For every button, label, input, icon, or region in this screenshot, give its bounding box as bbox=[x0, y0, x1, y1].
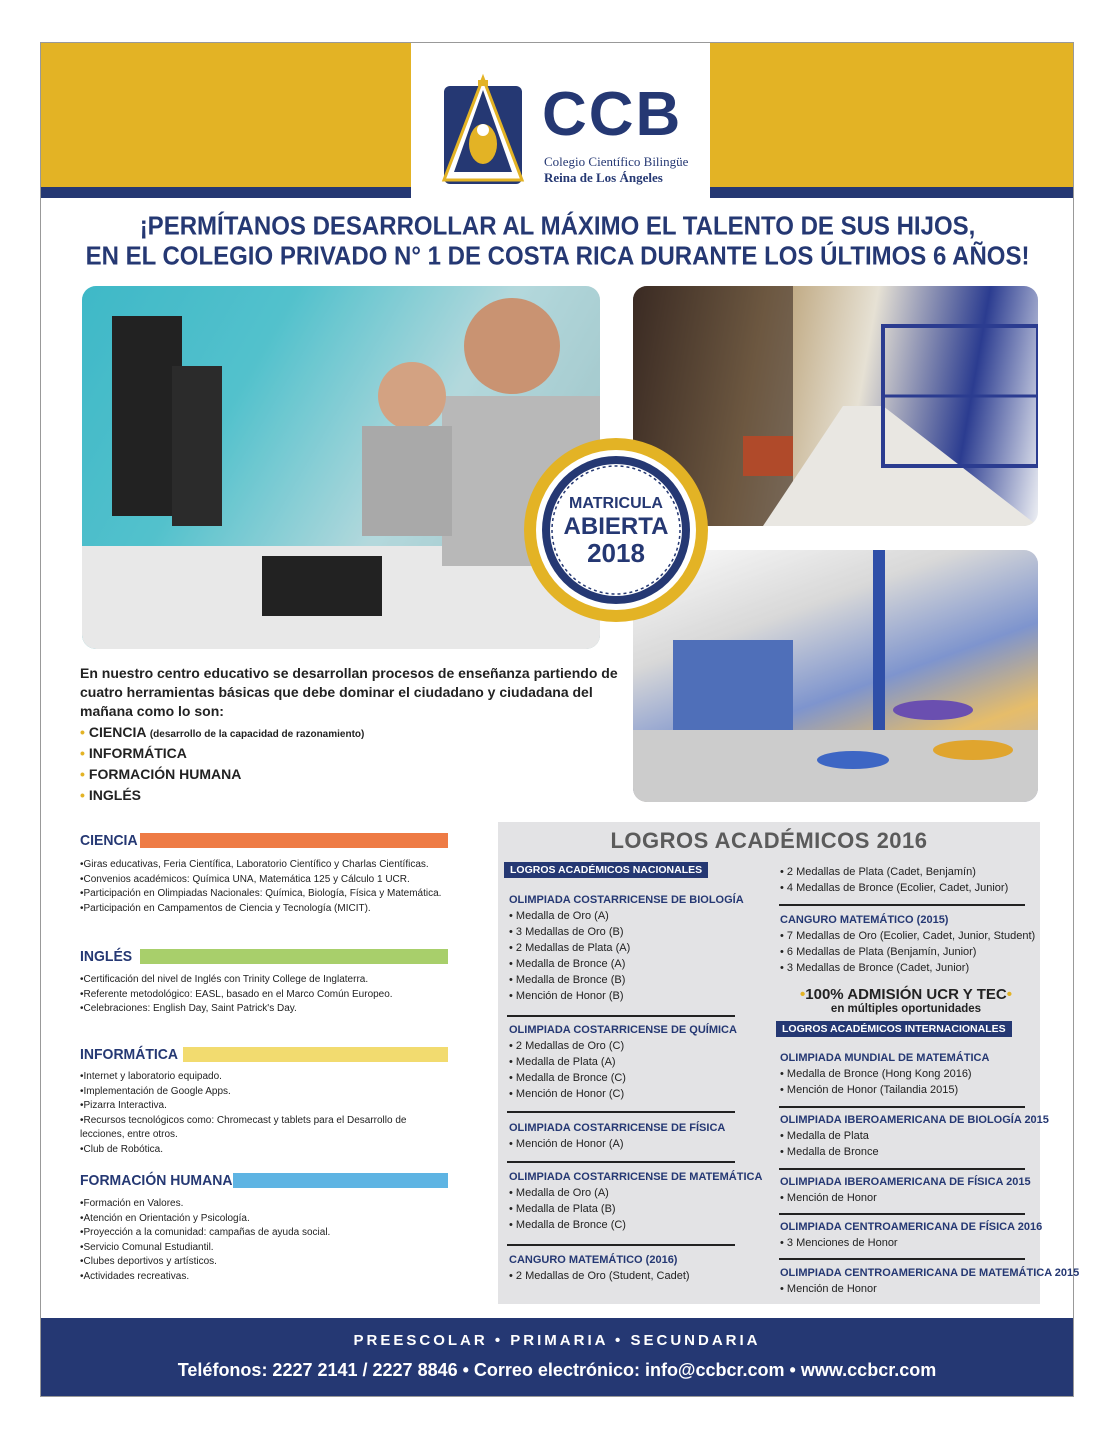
footer-contact: Teléfonos: 2227 2141 / 2227 8846 • Correo electrónico: info@ccbcr.com • www.ccbcr.com bbox=[177, 1360, 937, 1380]
tool-item-ciencia: • CIENCIA (desarrollo de la capacidad de razonamiento) bbox=[80, 724, 365, 740]
section-title-ingles: INGLÉS bbox=[80, 947, 133, 965]
logo-name-line2: Reina de Los Ángeles bbox=[544, 170, 663, 185]
list-item: • Mención de Honor bbox=[780, 1283, 877, 1295]
list-item: • Medalla de Plata bbox=[780, 1130, 869, 1142]
footer bbox=[41, 1318, 1073, 1396]
enrollment-seal bbox=[522, 436, 710, 624]
list-item: • 7 Medallas de Oro (Ecolier, Cadet, Junior, Student) bbox=[780, 930, 1036, 942]
olympiad-head: OLIMPIADA COSTARRICENSE DE MATEMÁTICA bbox=[509, 1171, 763, 1183]
list-item: • 3 Medallas de Bronce (Cadet, Junior) bbox=[780, 962, 970, 974]
list-item: • Medalla de Oro (A) bbox=[509, 910, 609, 922]
divider bbox=[779, 1168, 1025, 1170]
footer-levels: PREESCOLAR • PRIMARIA • SECUNDARIA bbox=[353, 1332, 761, 1349]
list-item: • 2 Medallas de Plata (A) bbox=[509, 942, 631, 954]
section-bar-ciencia bbox=[140, 833, 448, 848]
list-item: • 2 Medallas de Oro (Student, Cadet) bbox=[509, 1270, 690, 1282]
logros-title: LOGROS ACADÉMICOS 2016 bbox=[610, 828, 928, 853]
list-item: • Mención de Honor (A) bbox=[509, 1138, 624, 1150]
header-band-right bbox=[710, 43, 1073, 198]
divider bbox=[779, 904, 1025, 906]
tag-nacionales: LOGROS ACADÉMICOS NACIONALES bbox=[504, 862, 708, 878]
section-bar-ingles bbox=[140, 949, 448, 964]
section-bar-formacion bbox=[233, 1173, 448, 1188]
olympiad-head: CANGURO MATEMÁTICO (2016) bbox=[509, 1254, 678, 1266]
olympiad-head: OLIMPIADA IBEROAMERICANA DE BIOLOGÍA 2015 bbox=[780, 1114, 1049, 1126]
list-item: • Medalla de Plata (B) bbox=[509, 1203, 616, 1215]
list-item: • 2 Medallas de Plata (Cadet, Benjamín) bbox=[780, 866, 976, 878]
olympiad-head: OLIMPIADA COSTARRICENSE DE QUÍMICA bbox=[509, 1024, 737, 1036]
list-item: • Mención de Honor bbox=[780, 1192, 877, 1204]
divider bbox=[779, 1213, 1025, 1215]
header-stripe-left bbox=[41, 187, 411, 198]
logo-acronym: CCB bbox=[542, 80, 683, 149]
divider bbox=[779, 1106, 1025, 1108]
list-item: • Medalla de Bronce (B) bbox=[509, 974, 626, 986]
seal-line3: 2018 bbox=[587, 538, 645, 568]
list-item: • 4 Medallas de Bronce (Ecolier, Cadet, Junior) bbox=[780, 882, 1009, 894]
tool-item-ingles: • INGLÉS bbox=[80, 787, 142, 803]
olympiad-head: OLIMPIADA CENTROAMERICANA DE MATEMÁTICA 2015 bbox=[780, 1267, 1080, 1279]
list-item: • 3 Medallas de Oro (B) bbox=[509, 926, 624, 938]
admission-highlight: •100% ADMISIÓN UCR Y TEC• bbox=[800, 986, 1012, 1003]
list-item: • Medalla de Bronce (C) bbox=[509, 1219, 626, 1231]
seal-line1: MATRICULA bbox=[569, 495, 663, 512]
section-list-informatica: • Internet y laboratorio equipado. • Implementación de Google Apps. • Pizarra Interactiva. • Recursos tecnológicos como: Chromecast y tablets para el Desarrollo de lecciones, entre otros. • Club de Robótica. bbox=[80, 1070, 430, 1157]
section-title-formacion: FORMACIÓN HUMANA bbox=[80, 1171, 233, 1189]
tag-internacionales: LOGROS ACADÉMICOS INTERNACIONALES bbox=[776, 1021, 1012, 1037]
divider bbox=[779, 1258, 1025, 1260]
list-item: • 2 Medallas de Oro (C) bbox=[509, 1040, 625, 1052]
section-list-formacion: • Formación en Valores. • Atención en Orientación y Psicología. • Proyección a la comunidad: campañas de ayuda social. • Servicio Comunal Estudiantil. • Clubes deportivos y artísticos. • Actividades recreativas. bbox=[80, 1197, 330, 1284]
list-item: • 3 Menciones de Honor bbox=[780, 1237, 898, 1249]
crest-icon bbox=[440, 72, 526, 188]
tool-item-formacion: • FORMACIÓN HUMANA bbox=[80, 766, 242, 782]
headline-line2: EN EL COLEGIO PRIVADO N° 1 DE COSTA RICA DURANTE LOS ÚLTIMOS 6 AÑOS! bbox=[85, 242, 1030, 272]
list-item: • Medalla de Bronce (Hong Kong 2016) bbox=[780, 1068, 972, 1080]
header-band-left bbox=[41, 43, 411, 198]
section-list-ingles: • Certificación del nivel de Inglés con Trinity College de Inglaterra. • Referente metodológico: EASL, basado en el Marco Común Europeo. • Celebraciones: English Day, Saint Patrick's Day. bbox=[80, 973, 393, 1017]
list-item: • Mención de Honor (Tailandia 2015) bbox=[780, 1084, 959, 1096]
list-item: • Medalla de Oro (A) bbox=[509, 1187, 609, 1199]
school-logo bbox=[440, 72, 690, 192]
olympiad-head: OLIMPIADA MUNDIAL DE MATEMÁTICA bbox=[780, 1052, 990, 1064]
logo-name-line1: Colegio Científico Bilingüe bbox=[544, 154, 689, 169]
tool-item-informatica: • INFORMÁTICA bbox=[80, 745, 187, 761]
list-item: • Medalla de Bronce bbox=[780, 1146, 879, 1158]
bullet-icon: • bbox=[80, 766, 85, 782]
admission-subtitle: en múltiples oportunidades bbox=[830, 1003, 982, 1015]
header-stripe-right bbox=[710, 187, 1073, 198]
olympiad-head: CANGURO MATEMÁTICO (2015) bbox=[780, 914, 949, 926]
section-bar-informatica bbox=[183, 1047, 448, 1062]
headline bbox=[60, 212, 1055, 272]
list-item: • Mención de Honor (C) bbox=[509, 1088, 625, 1100]
list-item: • Medalla de Plata (A) bbox=[509, 1056, 616, 1068]
divider bbox=[507, 1161, 735, 1163]
bullet-icon: • bbox=[80, 745, 85, 761]
headline-line1: ¡PERMÍTANOS DESARROLLAR AL MÁXIMO EL TALENTO DE SUS HIJOS, bbox=[139, 211, 976, 241]
divider bbox=[507, 1015, 735, 1017]
list-item: • 6 Medallas de Plata (Benjamín, Junior) bbox=[780, 946, 977, 958]
divider bbox=[507, 1111, 735, 1113]
olympiad-head: OLIMPIADA COSTARRICENSE DE FÍSICA bbox=[509, 1122, 726, 1134]
divider bbox=[507, 1244, 735, 1246]
list-item: • Medalla de Bronce (A) bbox=[509, 958, 626, 970]
section-list-ciencia: • Giras educativas, Feria Científica, Laboratorio Científico y Charlas Científicas. • Convenios académicos: Química UNA, Matemática 125 y Cálculo 1 UCR. • Participación en Olimpiadas Nacionales: Química, Biología, Física y Matemática. • Participación en Campamentos de Ciencia y Tecnología (MICIT). bbox=[80, 858, 441, 916]
olympiad-head: OLIMPIADA CENTROAMERICANA DE FÍSICA 2016 bbox=[780, 1221, 1043, 1233]
bullet-icon: • bbox=[80, 724, 85, 740]
list-item: • Medalla de Bronce (C) bbox=[509, 1072, 626, 1084]
seal-line2: ABIERTA bbox=[563, 513, 669, 540]
section-title-informatica: INFORMÁTICA bbox=[80, 1045, 178, 1063]
olympiad-head: OLIMPIADA COSTARRICENSE DE BIOLOGÍA bbox=[509, 894, 744, 906]
olympiad-head: OLIMPIADA IBEROAMERICANA DE FÍSICA 2015 bbox=[780, 1176, 1031, 1188]
section-title-ciencia: CIENCIA bbox=[80, 831, 138, 849]
intro-paragraph: En nuestro centro educativo se desarrollan procesos de enseñanza partiendo de cuatro herramientas básicas que debe dominar el ciudadano y ciudadana del mañana como lo son: bbox=[80, 665, 618, 719]
list-item: • Mención de Honor (B) bbox=[509, 990, 624, 1002]
bullet-icon: • bbox=[80, 787, 85, 803]
